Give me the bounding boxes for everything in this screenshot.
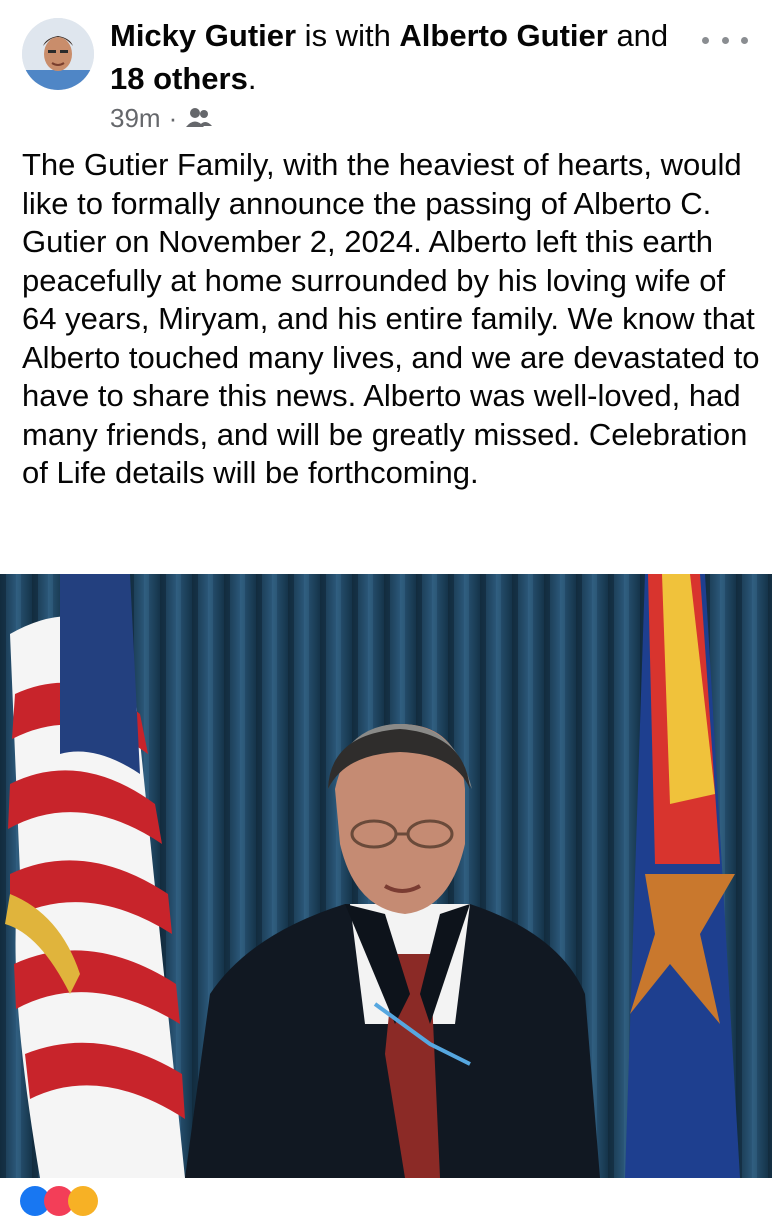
author-avatar[interactable] [22, 18, 94, 90]
period-text: . [247, 61, 257, 96]
post-meta [110, 98, 213, 138]
more-horizontal-icon [722, 37, 729, 44]
others-link[interactable]: 18 others [110, 61, 248, 96]
and-text: and [607, 18, 669, 53]
care-reaction-icon [68, 1186, 98, 1216]
tagged-person-link[interactable]: Alberto Gutier [399, 18, 608, 53]
reaction-icons[interactable] [20, 1186, 140, 1200]
post-photo[interactable] [0, 574, 772, 1178]
post-timestamp[interactable]: 39m [110, 102, 161, 133]
more-options-button[interactable] [702, 30, 748, 50]
friends-icon[interactable] [185, 106, 213, 130]
meta-separator: · [168, 102, 178, 133]
author-name-link[interactable]: Micky Gutier [110, 18, 297, 53]
avatar-image [22, 18, 94, 90]
more-horizontal-icon [741, 37, 748, 44]
more-horizontal-icon [702, 37, 709, 44]
post-text: The Gutier Family, with the heaviest of hearts, would like to formally announce the passing of Alberto C. Gutier on November 2, 2024. Alberto left this earth peacefully at home surrounded by his loving wife of 64 years, Miryam, and his entire family. We know that Alberto touched many lives, and we are devastated to have to share this news. Alberto was well-loved, had many friends, and will be greatly missed. Celebration of Life details will be forthcoming. [22, 147, 760, 490]
post-author-line [110, 14, 690, 100]
post-header [0, 0, 772, 140]
with-text: is with [296, 18, 400, 53]
portrait-photo [0, 574, 772, 1178]
